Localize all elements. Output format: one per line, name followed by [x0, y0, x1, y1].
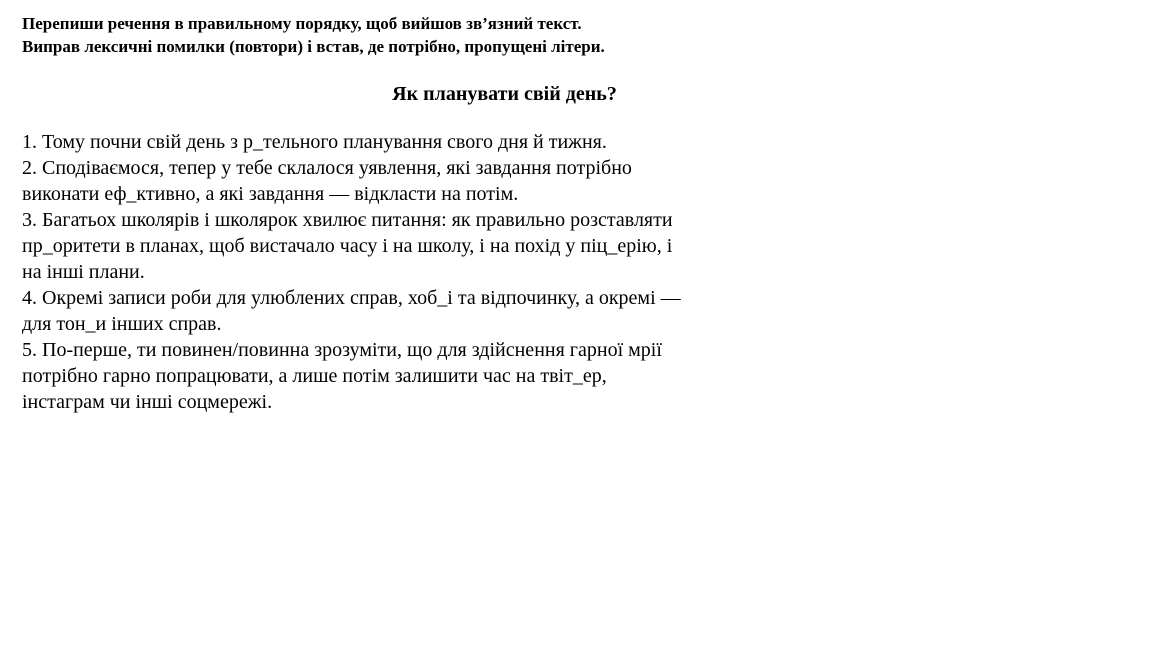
task-line-2: Виправ лексичні помилки (повтори) і встав, де потрібно, пропущені літери.	[22, 37, 605, 56]
task-instructions	[22, 12, 1122, 58]
text-line: 5. По-перше, ти повинен/повинна зрозуміти, що для здійснення гарної мрії	[22, 339, 662, 361]
text-title: Як планувати свій день?	[392, 83, 617, 105]
text-line: виконати еф_ктивно, а які завдання — відкласти на потім.	[22, 183, 519, 205]
text-line: пр_оритети в планах, щоб вистачало часу і на школу, і на похід у піц_ерію, і	[22, 235, 673, 257]
text-line: 1. Тому почни свій день з р_тельного планування свого дня й тижня.	[22, 131, 607, 153]
text-line: 2. Сподіваємося, тепер у тебе склалося уявлення, які завдання потрібно	[22, 157, 632, 179]
task-line-1: Перепиши речення в правильному порядку, щоб вийшов зв’язний текст.	[22, 14, 582, 33]
text-line: 3. Багатьох школярів і школярок хвилює питання: як правильно розставляти	[22, 209, 673, 231]
document	[22, 12, 1122, 415]
text-body	[22, 129, 1122, 415]
text-line: інстаграм чи інші соцмережі.	[22, 391, 273, 413]
text-line: потрібно гарно попрацювати, а лише потім залишити час на твіт_ер,	[22, 365, 607, 387]
text-line: 4. Окремі записи роби для улюблених справ, хоб_і та відпочинку, а окремі —	[22, 287, 681, 309]
text-line: для тон_и інших справ.	[22, 313, 222, 335]
text-line: на інші плани.	[22, 261, 145, 283]
